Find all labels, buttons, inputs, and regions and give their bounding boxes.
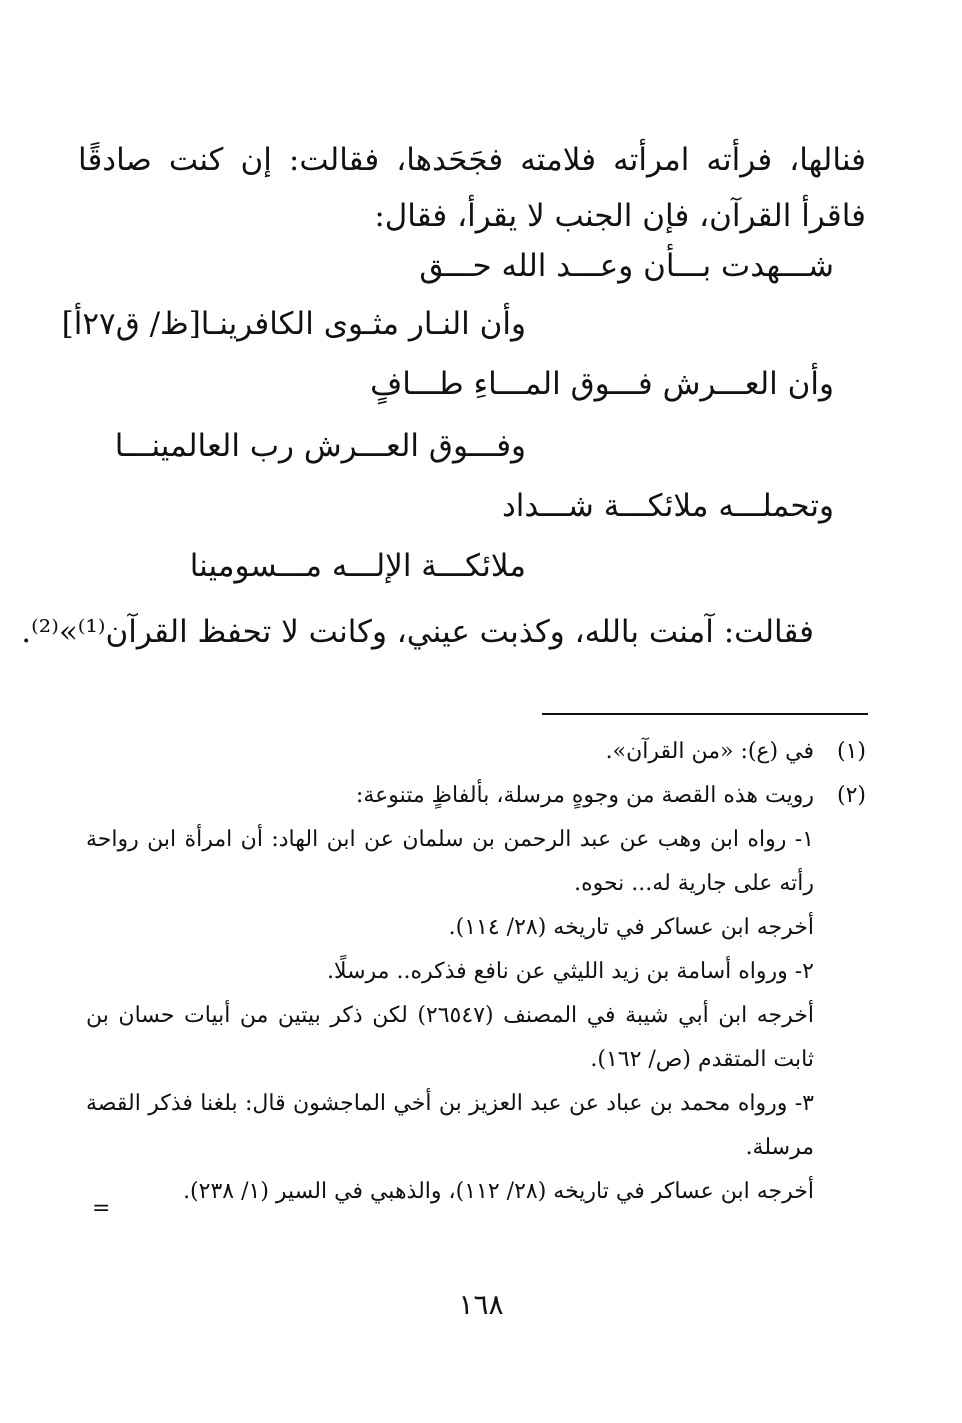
verse-2-second-hemistich: وفـــوق العـــرش رب العالمينـــا [114,428,526,464]
verse-1-first-hemistich: شـــهدت بـــأن وعـــد الله حـــق [419,248,834,284]
footnote-2-line-4: أخرجه ابن أبي شيبة في المصنف (٢٦٥٤٧) لكن ذكر بيتين من أبيات حسان بن ثابت المتقدم (ص/ ١٦٢). [86,1003,815,1072]
footnote-2-line-2: أخرجه ابن عساكر في تاريخه (٢٨/ ١١٤). [448,915,814,940]
verse-2-first-hemistich: وأن العـــرش فـــوق المـــاءِ طـــافٍ [370,366,834,402]
footnotes [86,730,866,1214]
footnote-2-line-6: أخرجه ابن عساكر في تاريخه (٢٨/ ١١٢)، والذهبي في السير (١/ ٢٣٨). [183,1179,814,1204]
closing-line: فقالت: آمنت بالله، وكذبت عيني، وكانت لا تحفظ القرآن⁽¹⁾»⁽²⁾. [21,614,814,650]
footnote-2-line-1: ١- رواه ابن وهب عن عبد الرحمن بن سلمان عن ابن الهاد: أن امرأة ابن رواحة رأته على جارية له... نحوه. [86,827,814,896]
verse-1-second-hemistich: وأن النـار مثـوى الكافرينـا[ظ/ ق٢٧أ] [61,306,526,342]
footnote-2 [86,774,866,818]
main-text [78,132,866,244]
footnote-2-line-5: ٣- ورواه محمد بن عباد عن عبد العزيز بن أخي الماجشون قال: بلغنا فذكر القصة مرسلة. [86,1091,814,1160]
continuation-mark: = [92,1196,111,1221]
page-number: ١٦٨ [458,1288,504,1321]
footnote-2-line-3: ٢- ورواه أسامة بن زيد الليثي عن نافع فذكره.. مرسلًا. [326,959,814,984]
footnote-1 [86,730,866,774]
footnote-separator [542,713,868,715]
footnote-2-number: (٢) [836,783,866,808]
verse-3-first-hemistich: وتحملـــه ملائكـــة شـــداد [502,488,834,524]
opening-paragraph: فنالها، فرأته امرأته فلامته فجَحَدها، فقالت: إن كنت صادقًا فاقرأ القرآن، فإن الجنب لا يقرأ، فقال: [78,142,866,234]
verse-3-second-hemistich: ملائكـــة الإلـــه مـــسومينا [189,548,526,584]
footnote-1-number: (١) [836,739,866,764]
footnote-2-intro: رويت هذه القصة من وجوهٍ مرسلة، بألفاظٍ متنوعة: [355,783,814,808]
footnote-1-text: في (ع): «من القرآن». [605,739,814,764]
